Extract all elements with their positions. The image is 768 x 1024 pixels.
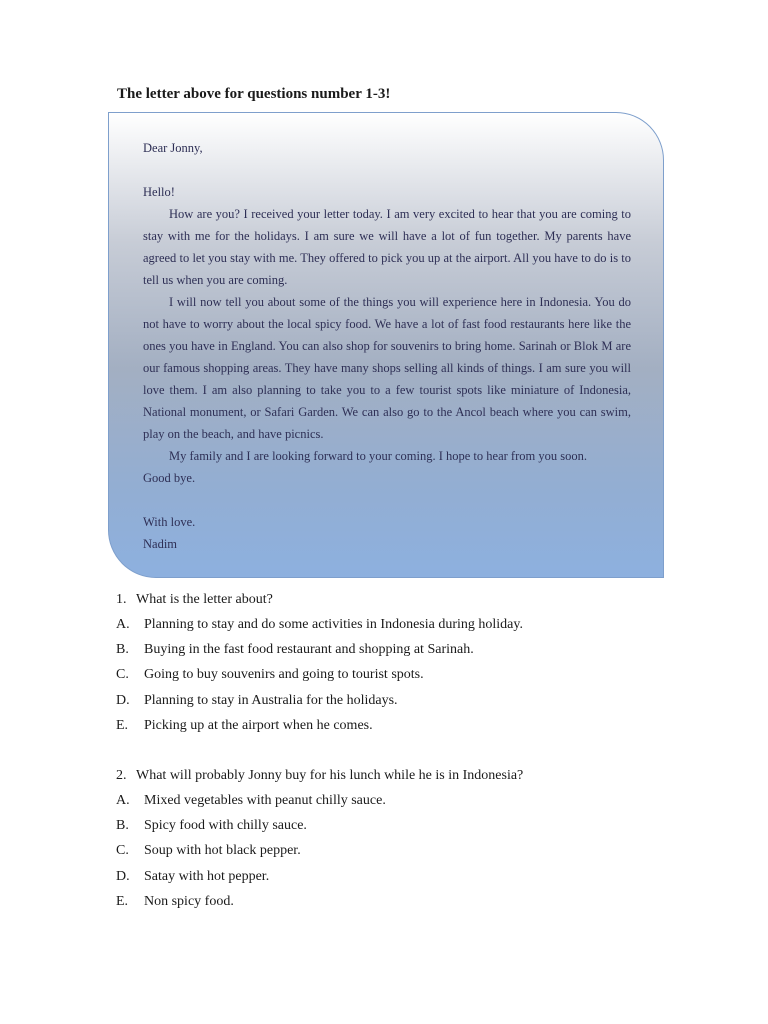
question-number: 1. [116,592,127,607]
section-heading: The letter above for questions number 1-3! [117,86,391,102]
letter-paragraph-2: I will now tell you about some of the things you will experience here in Indonesia. You do not have to worry about the local spicy food. We have a lot of fast food restaurants here like the ones you have in England. You can also shop for souvenirs to bring home. Sarinah or Blok M are our famous shopping areas. They have many shops selling all kinds of things. I am sure you will love them. I am also planning to take you to a few tourist spots like miniature of Indonesia, National monument, or Safari Garden. We can also go to the Ancol beach where you can swim, play on the beach, and have picnics. [143,295,631,441]
answer-option-e [116,889,676,914]
option-text: Mixed vegetables with peanut chilly sauce. [144,793,386,808]
letter-salutation: Dear Jonny, [143,141,203,155]
question-number: 2. [116,768,127,783]
option-text: Buying in the fast food restaurant and shopping at Sarinah. [144,642,474,658]
answer-option-d [116,688,676,713]
option-text: Picking up at the airport when he comes. [144,717,373,733]
question-1 [116,587,676,738]
option-text: Planning to stay and do some activities in Indonesia during holiday. [144,617,523,632]
option-text: Going to buy souvenirs and going to tourist spots. [144,667,424,683]
letter-paragraph-3: My family and I are looking forward to your coming. I hope to hear from you soon. [169,449,587,463]
option-letter: B. [116,818,129,834]
blank-line [143,489,631,511]
option-text: Spicy food with chilly sauce. [144,818,307,834]
letter-box [108,112,664,578]
answer-option-d [116,864,676,889]
question-2 [116,763,676,914]
option-letter: A. [116,617,130,632]
answer-option-c [116,662,676,687]
option-text: Planning to stay in Australia for the holidays. [144,692,398,708]
letter-closing: With love. [143,515,196,529]
answer-option-a [116,612,676,637]
option-text: Satay with hot pepper. [144,868,270,884]
option-letter: C. [116,843,129,859]
answer-option-a [116,788,676,813]
option-letter: D. [116,868,130,884]
option-letter: E. [116,893,129,909]
option-text: Soup with hot black pepper. [144,843,301,859]
option-letter: C. [116,667,129,683]
answer-option-b [116,813,676,838]
option-text: Non spicy food. [144,893,234,909]
answer-option-b [116,637,676,662]
letter-goodbye: Good bye. [143,471,196,485]
question-1-prompt [116,587,676,612]
letter-greeting: Hello! [143,185,175,199]
letter-paragraph-1: How are you? I received your letter today. I am very excited to hear that you are coming to stay with me for the holidays. I am sure we will have a lot of fun together. My parents have agreed to let you stay with me. They offered to pick you up at the airport. All you have to do is to tell us when you are coming. [143,207,631,287]
letter-body [143,137,631,555]
option-letter: E. [116,717,129,733]
question-text: What will probably Jonny buy for his lunch while he is in Indonesia? [136,768,524,783]
option-letter: A. [116,793,130,808]
option-letter: D. [116,692,130,708]
question-2-prompt [116,763,676,788]
answer-option-c [116,838,676,863]
question-text: What is the letter about? [136,592,273,607]
option-letter: B. [116,642,129,658]
answer-option-e [116,713,676,738]
letter-signature: Nadim [143,537,178,551]
blank-line [143,159,631,181]
